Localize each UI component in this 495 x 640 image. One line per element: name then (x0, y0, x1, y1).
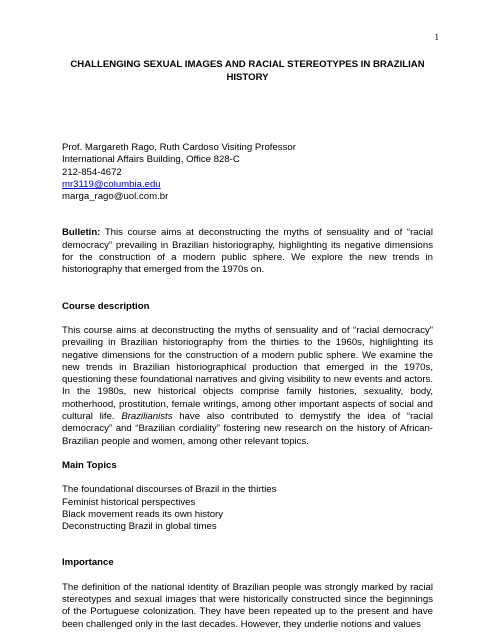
bulletin-label: Bulletin: (62, 227, 101, 239)
list-item: The foundational discourses of Brazil in the thirties (62, 484, 277, 496)
list-item: Feminist historical perspectives (62, 496, 196, 508)
course-description-text-1: This course aims at deconstructing the myths of sensuality and of “racial democracy” prevailing in Brazilian historiography from the thirties to the 1960s, highlighting its negative dimensions for the construction of a modern public sphere. We examine the new trends in Brazilian historiographical production that emerged in the 1970s, questioning these foundational narratives and giving visibility to new events and actors. In the 1980s, new historical objects comprise family histories, sexuality, body, motherhood, prostitution, female writings, among other important aspects of social and cultural life. (62, 324, 433, 423)
course-description-text-2: have also contributed to demystify the idea of “racial democracy” and “Brazilian cordiality” fostering new research on the history of African-Brazilian people and women, among other relevant topics. (62, 411, 433, 447)
phone-number: 212-854-4672 (62, 166, 122, 178)
professor-name: Prof. Margareth Rago, Ruth Cardoso Visiting Professor (62, 142, 296, 153)
email-uol: marga_rago@uol.com.br (62, 191, 169, 203)
document-body (62, 142, 433, 631)
main-topics-heading: Main Topics (62, 459, 117, 471)
course-description-paragraph (62, 325, 433, 448)
brazilianists-term: Brazilianists (121, 411, 173, 423)
list-item: Black movement reads its own history (62, 508, 224, 520)
contact-block (62, 142, 433, 203)
email-link-columbia[interactable]: mr3119@columbia.edu (62, 178, 161, 190)
importance-heading: Importance (62, 557, 114, 569)
bulletin-paragraph (62, 227, 433, 276)
course-description-heading: Course description (62, 300, 150, 312)
importance-paragraph: The definition of the national identity of Brazilian people was strongly marked by racial stereotypes and sexual images that were historically constructed since the beginnings of the Portuguese colonization. They have been repeated up to the present and have been challenged only in the last decades. However, they underlie notions and values (62, 581, 433, 630)
main-topics-list (62, 484, 433, 533)
document-title: CHALLENGING SEXUAL IMAGES AND RACIAL STEREOTYPES IN BRAZILIAN HISTORY (70, 59, 425, 83)
bulletin-text: This course aims at deconstructing the myths of sensuality and of “racial democracy” prevailing in Brazilian historiography, highlighting its negative dimensions for the construction of a modern public sphere. We explore the new trends in historiography that emerged from the 1970s on. (62, 227, 433, 276)
page-number: 1 (434, 32, 439, 42)
list-item: Deconstructing Brazil in global times (62, 521, 217, 533)
office-address: International Affairs Building, Office 828-C (62, 154, 240, 166)
